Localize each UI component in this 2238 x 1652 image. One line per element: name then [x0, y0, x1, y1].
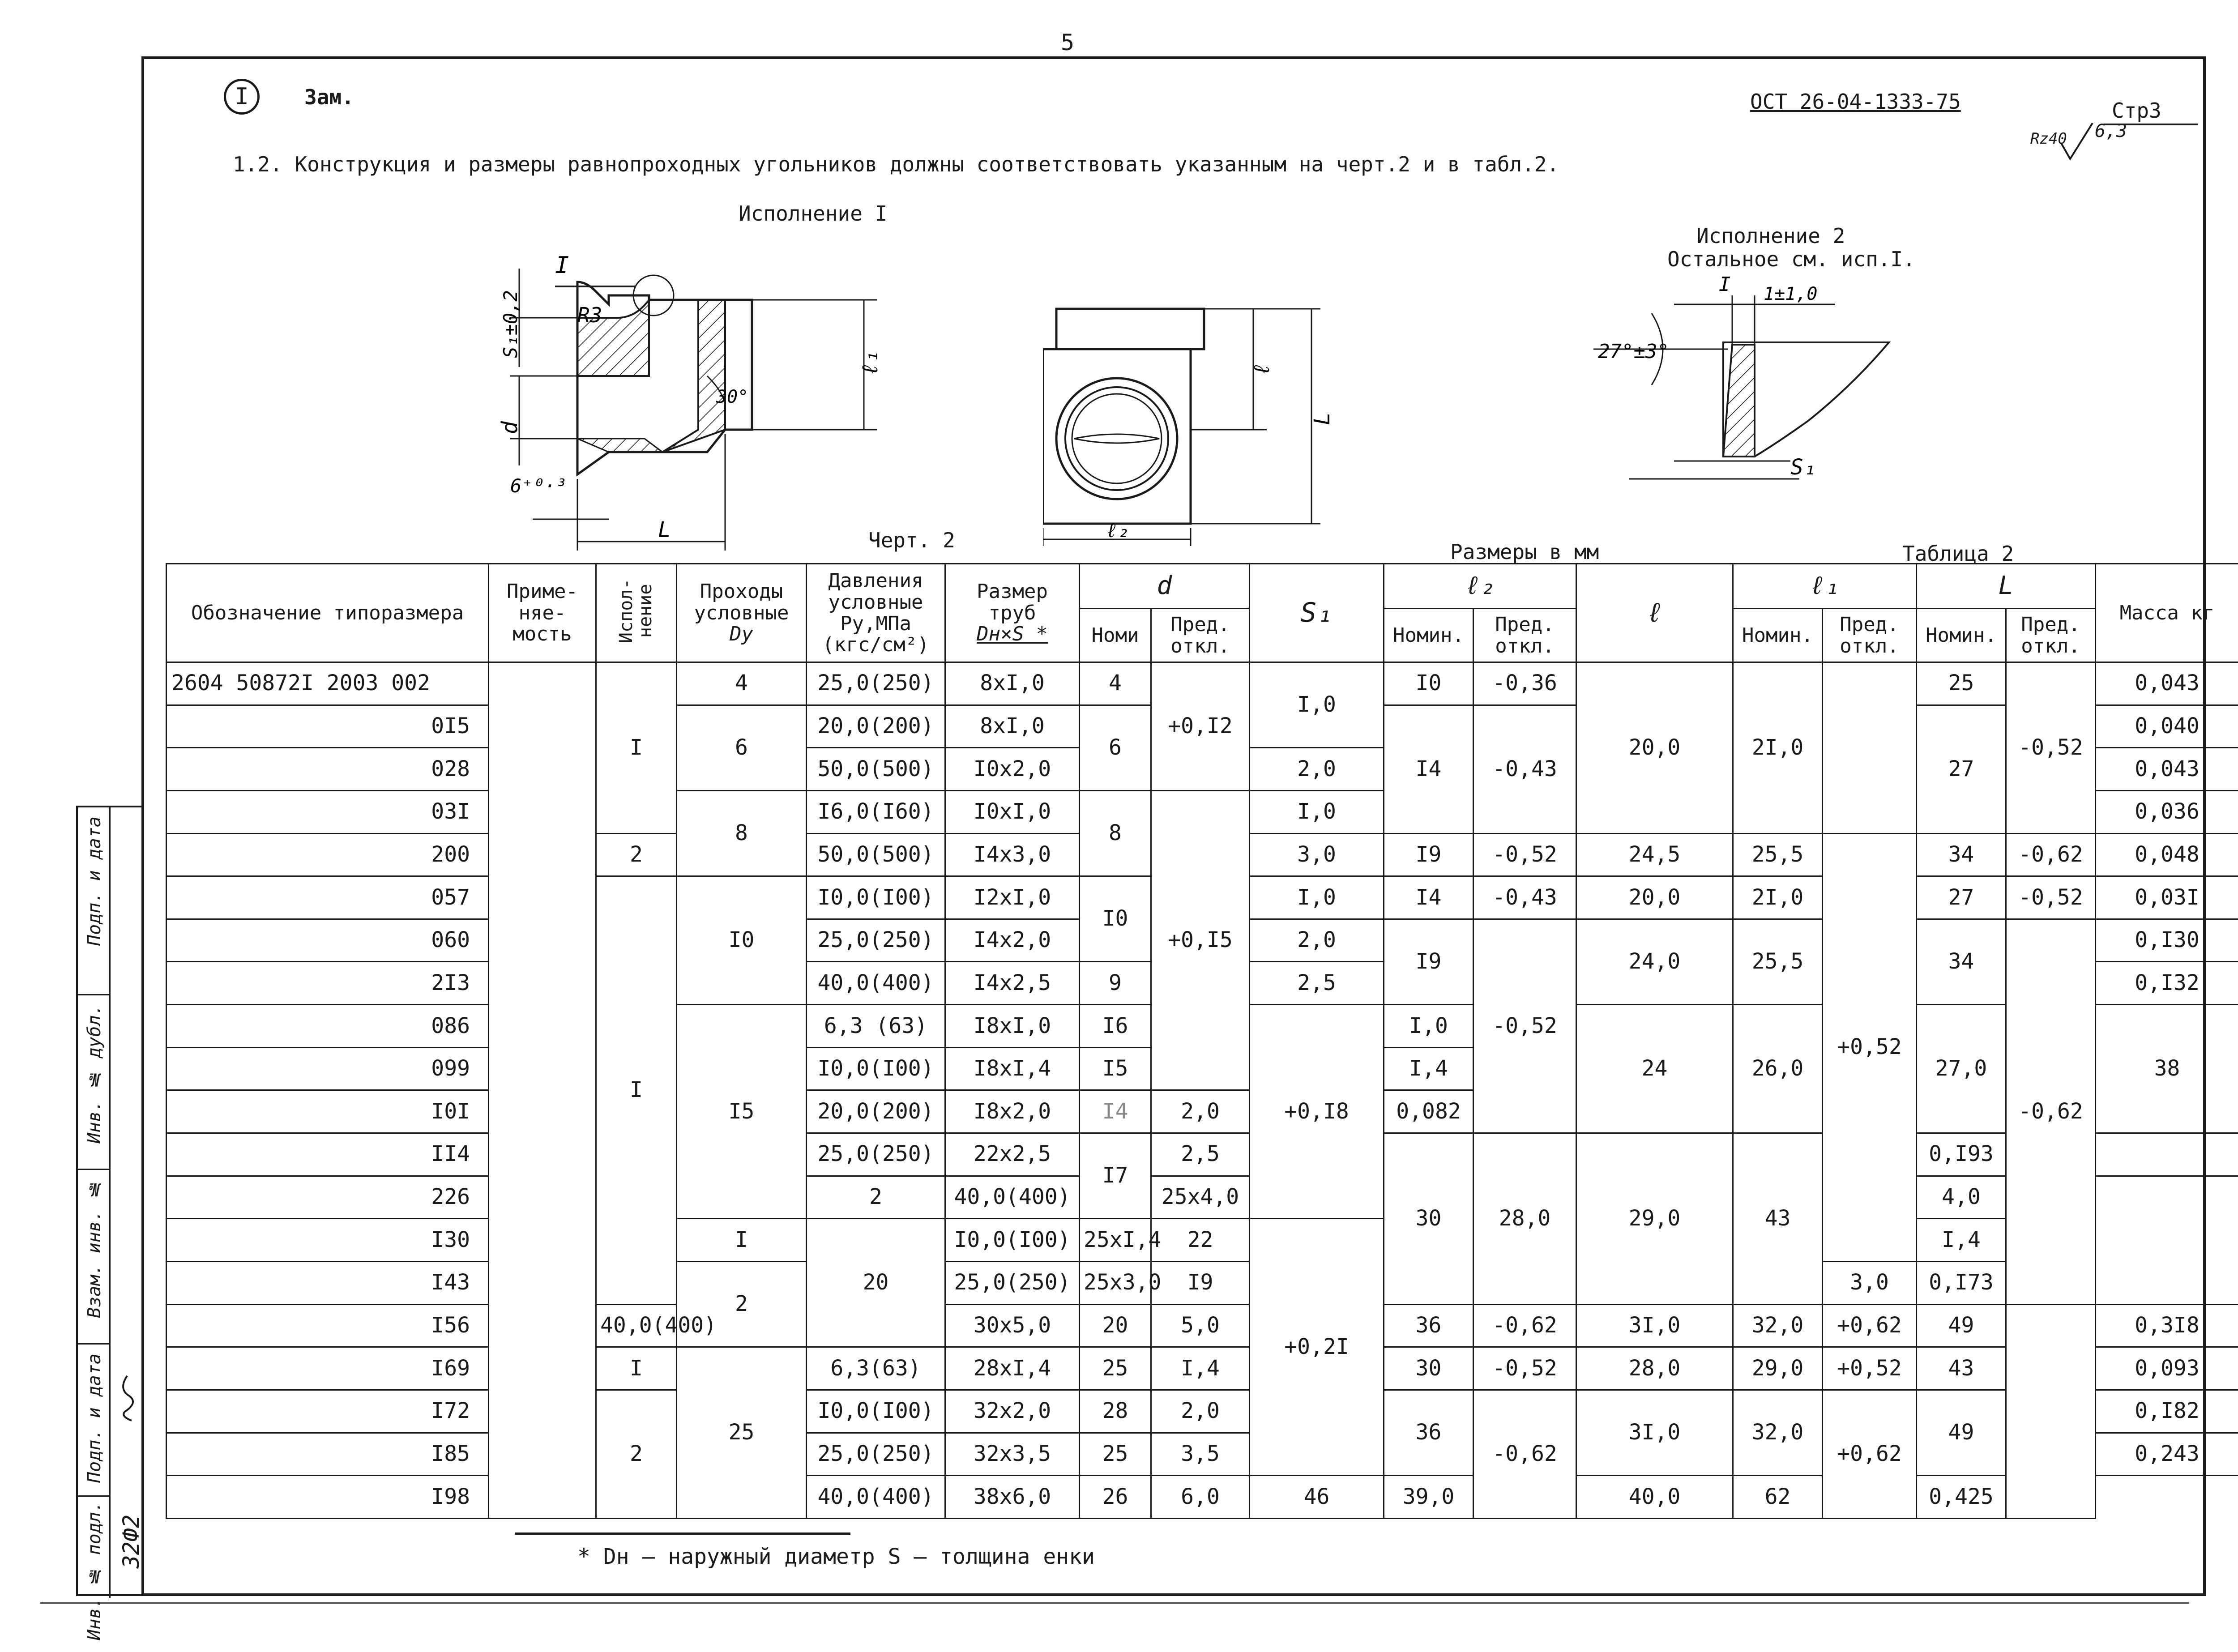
cell-L-tol: -0,62: [2006, 833, 2096, 876]
cell-mass: 0,3I8: [2096, 1304, 2238, 1347]
th-L-nom: Номин.: [1917, 609, 2006, 662]
cell-l1-tol: +0,52: [1823, 833, 1917, 1261]
cell-l: 26,0: [1733, 1005, 1823, 1133]
cell-dn: 8: [677, 790, 807, 876]
side-label: Инв. № дубл.: [84, 1004, 105, 1144]
cell-pipe: 30x5,0: [945, 1304, 1080, 1347]
cell-pressure: 25,0(250): [807, 1133, 945, 1176]
th-l1: ℓ₁: [1733, 564, 1917, 609]
cell-pipe: 8xI,0: [945, 705, 1080, 748]
cell-l2-nom: I4: [1384, 876, 1473, 919]
cell-des: I72: [167, 1390, 489, 1433]
cell-version: 2: [677, 1261, 807, 1347]
cell-s1: 2,0: [1151, 1090, 1250, 1133]
cell-l2-tol: [2096, 1176, 2238, 1304]
cell-mass: 0,I32: [2096, 962, 2238, 1005]
th-pipe: [945, 564, 1080, 662]
cell-d-tol: +0,I2: [1151, 662, 1250, 791]
th-l: ℓ: [1576, 564, 1733, 662]
cell-l1-nom: 29,0: [1576, 1133, 1733, 1305]
dim-l2: ℓ₂: [1106, 519, 1129, 542]
cell-mass: 0,I82: [2096, 1390, 2238, 1433]
cell-l1-tol: [1823, 662, 1917, 834]
cell-des: 03I: [167, 790, 489, 833]
cell-pipe: I8x2,0: [945, 1090, 1080, 1133]
cell-pressure: I0,0(I00): [807, 876, 945, 919]
cell-pipe: I2xI,0: [945, 876, 1080, 919]
cell-dn: 25: [677, 1347, 807, 1519]
dim-i-mark: I: [555, 252, 569, 279]
th-d-nom: Номи: [1080, 609, 1151, 662]
cell-pressure: 25,0(250): [945, 1261, 1080, 1304]
cell-des: I98: [167, 1476, 489, 1519]
dim-angle30: 30°: [716, 387, 749, 407]
cell-dn: I0: [677, 876, 807, 1005]
cell-l2-tol: -0,43: [1473, 705, 1576, 833]
cell-s1: 2,0: [1250, 919, 1384, 962]
cell-des: 0I5: [167, 705, 489, 748]
cell-l2-nom: 30: [1384, 1133, 1473, 1305]
cell-mass: 0,048: [2096, 833, 2238, 876]
cell-l: 20,0: [1576, 876, 1733, 919]
cell-s1: I,0: [1250, 876, 1384, 919]
specification-table: [166, 563, 2238, 1519]
cell-mass: 0,I93: [1917, 1133, 2006, 1176]
cell-dn: 20: [807, 1219, 945, 1347]
cell-L-nom: 43: [1733, 1133, 1823, 1305]
cell-pipe: I8xI,4: [945, 1047, 1080, 1090]
side-value: 32Ф2: [118, 1515, 144, 1569]
cell-l2-nom: I9: [1384, 919, 1473, 1004]
cell-L-nom: 34: [1917, 919, 2006, 1004]
cell-pipe: 28xI,4: [945, 1347, 1080, 1390]
dim-angle27: 27°±3°: [1598, 340, 1669, 363]
cell-version: 2: [807, 1176, 945, 1219]
cell-d-nom: 26: [1080, 1476, 1151, 1519]
cell-l: 28,0: [1576, 1347, 1733, 1390]
cell-l1-nom: 2I,0: [1733, 876, 1823, 919]
cell-l2-nom: I4: [1384, 705, 1473, 833]
cell-version: 2: [596, 1390, 677, 1518]
cell-l2-nom: 24: [1576, 1005, 1733, 1133]
dim-b: 6⁺⁰·³: [510, 475, 567, 497]
cell-L-tol: -0,52: [2006, 876, 2096, 919]
cell-l2-tol: -0,52: [1473, 1347, 1576, 1390]
cell-des: 2604 50872I 2003 002: [167, 662, 489, 705]
drawing-caption: Черт. 2: [868, 528, 955, 552]
th-pressure: Давления условные Pу,МПа (кгс/см²): [807, 564, 945, 662]
change-label: Зам.: [304, 85, 354, 109]
cell-l: 39,0: [1384, 1476, 1473, 1519]
cell-mass: 0,425: [1917, 1476, 2006, 1519]
cell-s1: 3,5: [1151, 1433, 1250, 1476]
cell-pressure: 20,0(200): [807, 705, 945, 748]
th-l2-nom: Номин.: [1384, 609, 1473, 662]
standard-number: ОСТ 26-04-1333-75: [1750, 90, 1961, 114]
cell-d-nom: 22: [1151, 1219, 1250, 1262]
cell-des: 099: [167, 1047, 489, 1090]
cell-d-nom: I0: [1080, 876, 1151, 962]
cell-L-nom: 25: [1917, 662, 2006, 705]
cell-d-nom: 25: [1080, 1347, 1151, 1390]
cell-d-nom: I5: [1080, 1047, 1151, 1090]
cell-s1: 2,0: [1151, 1390, 1250, 1433]
cell-l: 3I,0: [1576, 1304, 1733, 1347]
cell-mass: 0,043: [2096, 662, 2238, 705]
dim-one: 1±1,0: [1764, 284, 1818, 304]
cell-L-tol: -0,62: [2006, 919, 2096, 1304]
cell-d-tol: +0,2I: [1250, 1219, 1384, 1476]
cell-pipe: 38x6,0: [945, 1476, 1080, 1519]
cell-L-nom: 49: [1917, 1304, 2006, 1347]
cell-pressure: I0,0(I00): [807, 1390, 945, 1433]
version2-title: Исполнение 2: [1696, 224, 1845, 248]
cell-s1: I,4: [1917, 1219, 2006, 1262]
cell-s1: 5,0: [1151, 1304, 1250, 1347]
cell-d-nom: I4: [1080, 1090, 1151, 1133]
cell-des: I0I: [167, 1090, 489, 1133]
dim-L2: L: [1310, 412, 1335, 425]
th-d: d: [1080, 564, 1250, 609]
cell-pipe: I4x2,5: [945, 962, 1080, 1005]
cell-pressure: 40,0(400): [807, 962, 945, 1005]
cell-l: 3I,0: [1576, 1390, 1733, 1475]
cell-d-nom: 6: [1080, 705, 1151, 790]
cell-des: 057: [167, 876, 489, 919]
cell-l1-tol: +0,62: [1823, 1304, 1917, 1347]
cell-des: I85: [167, 1433, 489, 1476]
cell-l1-nom: 29,0: [1733, 1347, 1823, 1390]
cell-d-nom: 20: [1080, 1304, 1151, 1347]
cell-pipe: 25x3,0: [1080, 1261, 1151, 1304]
side-label: Взам. инв. №: [84, 1179, 105, 1318]
cell-l: 24,0: [1576, 919, 1733, 1004]
cell-mass: 0,03I: [2096, 876, 2238, 919]
cell-pipe: 22x2,5: [945, 1133, 1080, 1176]
cell-l2-tol: -0,52: [1473, 833, 1576, 876]
cell-pressure: I6,0(I60): [807, 790, 945, 833]
cell-pipe: I8xI,0: [945, 1005, 1080, 1048]
cell-L-tol: [2006, 1304, 2096, 1518]
cell-s1: 2,5: [1250, 962, 1384, 1005]
cell-des: I43: [167, 1261, 489, 1304]
front-view-drawing: [1043, 295, 1365, 564]
cell-mass: 0,043: [2096, 748, 2238, 791]
cell-version: I: [596, 1347, 677, 1390]
cell-pipe: I0xI,0: [945, 790, 1080, 833]
side-divider: [109, 807, 111, 1598]
cell-l: 28,0: [1473, 1133, 1576, 1305]
cell-L-nom: 43: [1917, 1347, 2006, 1390]
signature-icon: [114, 1371, 141, 1425]
cell-l2-nom: 30: [1384, 1347, 1473, 1390]
roughness-icon: [2059, 121, 2095, 161]
cell-mass: 0,082: [1384, 1090, 1473, 1133]
cell-des: 226: [167, 1176, 489, 1219]
page-number: 5: [1061, 30, 1075, 55]
cell-s1: 4,0: [1917, 1176, 2006, 1219]
roughness-value: 6,3: [2095, 121, 2127, 141]
table-row: [167, 1304, 2238, 1347]
cell-pressure: 40,0(400): [596, 1304, 677, 1347]
side-cell: [78, 1345, 109, 1497]
cell-mass: 0,I73: [1917, 1261, 2006, 1304]
side-label: Инв. № подл.: [84, 1501, 105, 1640]
cell-pressure: 25,0(250): [807, 919, 945, 962]
cell-des: I69: [167, 1347, 489, 1390]
cell-l2-nom: I0: [1384, 662, 1473, 705]
cell-l2-nom: 36: [1384, 1390, 1473, 1475]
cell-pipe: 8xI,0: [945, 662, 1080, 705]
cell-L-nom: 62: [1733, 1476, 1823, 1519]
cell-dn: I5: [677, 1005, 807, 1219]
dim-d: d: [497, 421, 522, 434]
side-cell: [78, 1170, 109, 1345]
roughness-label: Rz40: [2030, 130, 2067, 148]
side-cell: [78, 995, 109, 1170]
cell-d-nom: 4: [1080, 662, 1151, 705]
cell-des: 028: [167, 748, 489, 791]
footnote: * Dн — наружный диаметр S — толщина енки: [577, 1544, 1095, 1569]
cell-pressure: 6,3 (63): [807, 1005, 945, 1048]
cell-des: II4: [167, 1133, 489, 1176]
table-row: [167, 1176, 2238, 1219]
cell-l1-nom: 32,0: [1733, 1390, 1823, 1475]
cell-s1: 3,0: [1823, 1261, 1917, 1304]
side-label: Подп. и дата: [84, 1353, 105, 1483]
cell-L-tol: -0,52: [2006, 662, 2096, 834]
cell-pipe: 32x3,5: [945, 1433, 1080, 1476]
footnote-rule: [515, 1532, 850, 1535]
cell-d-tol: +0,I5: [1151, 790, 1250, 1090]
paragraph-text: 1.2. Конструкция и размеры равнопроходных угольников должны соответствовать указанным на черт.2 и в табл.2.: [233, 152, 1559, 176]
cell-s1: I,0: [1250, 790, 1384, 833]
cell-l1-nom: 40,0: [1576, 1476, 1733, 1519]
cell-pipe: 32x2,0: [945, 1390, 1080, 1433]
cell-d-nom: 8: [1080, 790, 1151, 876]
side-stamp: [76, 806, 144, 1640]
cell-L-nom: 27: [1917, 705, 2006, 833]
cell-L-nom: 38: [2096, 1005, 2238, 1133]
cell-pipe: 25xI,4: [1080, 1219, 1151, 1262]
cell-d-nom: 28: [1080, 1390, 1151, 1433]
dim-r3: R3: [577, 303, 602, 327]
cell-dn: 4: [677, 662, 807, 705]
th-l2-tol: Пред. откл.: [1473, 609, 1576, 662]
table-row: [167, 1390, 2238, 1433]
table-caption: Таблица 2: [1902, 542, 2014, 566]
th-pipe-sym: Dн×S *: [977, 623, 1048, 646]
dim-L: L: [658, 517, 671, 542]
cell-des: 200: [167, 833, 489, 876]
cell-pressure: 25,0(250): [807, 662, 945, 705]
cell-l1-nom: 25,5: [1733, 919, 1823, 1004]
cell-mass: 0,040: [2096, 705, 2238, 748]
cell-version: I: [596, 662, 677, 834]
cell-mass: 0,093: [2096, 1347, 2238, 1390]
cell-version: I: [677, 1219, 807, 1262]
cell-s1: I,4: [1151, 1347, 1250, 1390]
cell-mass: 0,I30: [2096, 919, 2238, 962]
cell-pipe: I0x2,0: [945, 748, 1080, 791]
th-l2: ℓ₂: [1384, 564, 1576, 609]
th-d-tol: Пред. откл.: [1151, 609, 1250, 662]
side-cell: [78, 1497, 109, 1640]
cell-des: I56: [167, 1304, 489, 1347]
cell-pressure: 50,0(500): [807, 833, 945, 876]
cell-version: I: [596, 876, 677, 1304]
cell-d-nom: 9: [1080, 962, 1151, 1005]
cell-s1: 3,0: [1250, 833, 1384, 876]
th-applicability: Приме-няе-мость: [489, 564, 596, 662]
cell-s1: I,0: [1250, 662, 1384, 748]
dim-s1: S₁±0,2: [500, 290, 521, 358]
th-designation: Обозначение типоразмера: [167, 564, 489, 662]
table-row: [167, 1261, 2238, 1304]
version1-title: Исполнение I: [739, 201, 888, 226]
cell-mass: 0,243: [2096, 1433, 2238, 1476]
table-units: Размеры в мм: [1450, 540, 1599, 564]
table-row: [167, 1476, 2238, 1519]
cell-mass: 0,036: [2096, 790, 2238, 833]
cell-s1: 2,0: [1250, 748, 1384, 791]
cell-applicability: [489, 662, 596, 1519]
th-s1: S₁: [1250, 564, 1384, 662]
cell-l2-nom: I9: [1384, 833, 1473, 876]
cell-l1-nom: 32,0: [1733, 1304, 1823, 1347]
cell-s1: I,4: [1384, 1047, 1473, 1090]
cell-l2-nom: 46: [1250, 1476, 1384, 1519]
header-row-1: [167, 564, 2238, 609]
dim-i2: I: [1719, 273, 1731, 296]
th-version: [596, 564, 677, 662]
th-l1-nom: Номин.: [1733, 609, 1823, 662]
table-row: [167, 1347, 2238, 1390]
side-cell: [78, 807, 109, 995]
cell-des: I30: [167, 1219, 489, 1262]
cell-l1-nom: 2I,0: [1733, 662, 1823, 834]
cell-d-nom: 25: [1080, 1433, 1151, 1476]
version1-drawing: [474, 242, 922, 555]
cell-l1-tol: +0,52: [1823, 1347, 1917, 1390]
cell-d-nom: I7: [1080, 1133, 1151, 1219]
cell-pressure: I0,0(I00): [945, 1219, 1080, 1262]
cell-l: 20,0: [1576, 662, 1733, 834]
cell-l2-nom: 36: [1384, 1304, 1473, 1347]
th-version-text: Испол-нение: [616, 578, 656, 643]
cell-pipe: I4x3,0: [945, 833, 1080, 876]
table-row: [167, 1133, 2238, 1176]
cell-des: 2I3: [167, 962, 489, 1005]
dim-S1: S₁: [1790, 455, 1816, 480]
table-row: [167, 1219, 2238, 1262]
change-mark: I: [235, 83, 249, 110]
cell-L-nom: 27: [1917, 876, 2006, 919]
cell-version: 2: [596, 833, 677, 876]
th-dn-sym: Dу: [730, 623, 753, 646]
th-mass: Масса кг: [2096, 564, 2238, 662]
cell-des: 060: [167, 919, 489, 962]
side-label: Подп. и дата: [84, 816, 105, 946]
cell-pressure: 20,0(200): [807, 1090, 945, 1133]
cell-l1-tol: +0,62: [1823, 1390, 1917, 1518]
cell-d-nom: I6: [1080, 1005, 1151, 1048]
cell-pipe: I4x2,0: [945, 919, 1080, 962]
cell-pressure: I0,0(I00): [807, 1047, 945, 1090]
cell-l1-nom: 25,5: [1733, 833, 1823, 876]
cell-pressure: 40,0(400): [807, 1476, 945, 1519]
table-row: [167, 662, 2238, 705]
th-L-tol: Пред. откл.: [2006, 609, 2096, 662]
cell-s1: I,0: [1384, 1005, 1473, 1048]
th-dn-text: Проходы условные: [694, 580, 789, 624]
cell-pressure: 40,0(400): [945, 1176, 1080, 1219]
dim-l: ℓ: [1249, 363, 1274, 376]
dim-l1: ℓ₁: [858, 350, 883, 376]
cell-s1: 2,5: [1151, 1133, 1250, 1176]
sheet-number: Стр3: [2112, 98, 2161, 123]
version2-note: Остальное см. исп.I.: [1667, 247, 1915, 271]
th-pipe-text: Размер труб: [977, 580, 1048, 624]
cell-d-tol: +0,I8: [1250, 1005, 1384, 1219]
version2-drawing: [1585, 269, 1925, 492]
cell-l1-nom: 27,0: [1917, 1005, 2006, 1133]
th-dn: [677, 564, 807, 662]
cell-L-nom: 49: [1917, 1390, 2006, 1475]
th-l1-tol: Пред. откл.: [1823, 609, 1917, 662]
cell-d-nom: I9: [1151, 1261, 1250, 1304]
cell-l2-tol: -0,62: [1473, 1390, 1576, 1518]
cell-l2-tol: -0,52: [1473, 919, 1576, 1133]
cell-pressure: 6,3(63): [807, 1347, 945, 1390]
cell-pipe: 25x4,0: [1151, 1176, 1250, 1219]
cell-l2-tol: -0,36: [1473, 662, 1576, 705]
cell-des: 086: [167, 1005, 489, 1048]
cell-L-nom: 34: [1917, 833, 2006, 876]
cell-dn: 6: [677, 705, 807, 790]
cell-l2-tol: -0,62: [1473, 1304, 1576, 1347]
cell-l2-tol: -0,43: [1473, 876, 1576, 919]
bottom-rule: [40, 1602, 2189, 1604]
cell-l: 24,5: [1576, 833, 1733, 876]
cell-pressure: 25,0(250): [807, 1433, 945, 1476]
th-L: L: [1917, 564, 2096, 609]
cell-s1: 6,0: [1151, 1476, 1250, 1519]
cell-pressure: 50,0(500): [807, 748, 945, 791]
change-mark-circle: [224, 79, 260, 115]
